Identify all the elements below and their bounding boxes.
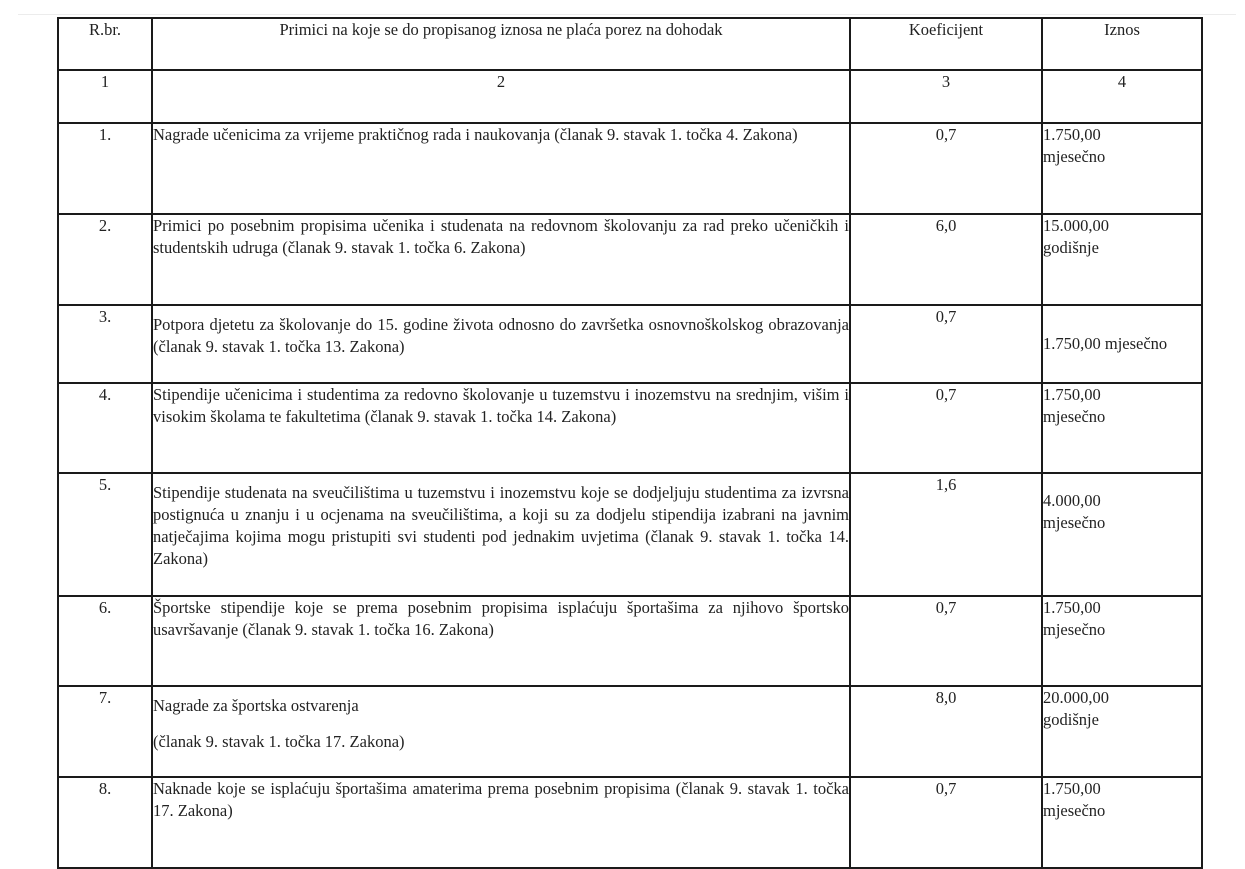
amount-period: mjesečno [1043,801,1106,820]
row-description: Nagrade učenicima za vrijeme praktičnog rada i naukovanja (članak 9. stavak 1. točka 4. Zakona) [152,123,850,214]
table-row [58,383,1202,473]
row-number: 8. [58,777,152,868]
row-coefficient: 8,0 [850,686,1042,777]
tax-exempt-income-table [57,17,1203,869]
table-row [58,596,1202,686]
row-coefficient: 0,7 [850,123,1042,214]
row-coefficient: 0,7 [850,305,1042,383]
row-number: 1. [58,123,152,214]
table-row [58,686,1202,777]
top-divider [18,14,1236,15]
row-coefficient: 0,7 [850,777,1042,868]
table-row [58,777,1202,868]
row-amount [1042,214,1202,305]
amount-value: 1.750,00 [1043,385,1101,404]
table-row [58,305,1202,383]
table-row [58,473,1202,596]
amount-value: 1.750,00 [1043,779,1101,798]
row-description: Primici po posebnim propisima učenika i studenata na redovnom školovanju za rad preko učeničkih i studentskih udruga (članak 9. stavak 1. točka 6. Zakona) [152,214,850,305]
header-coefficient: Koeficijent [850,18,1042,70]
amount-value: 1.750,00 [1043,598,1101,617]
row-number: 5. [58,473,152,596]
description-line-1: Nagrade za športska ostvarenja [153,696,359,715]
column-number-row [58,70,1202,123]
row-coefficient: 1,6 [850,473,1042,596]
column-number: 3 [850,70,1042,123]
row-description: Športske stipendije koje se prema posebnim propisima isplaćuju športašima za njihovo športsko usavršavanje (članak 9. stavak 1. točka 16. Zakona) [152,596,850,686]
row-coefficient: 6,0 [850,214,1042,305]
amount-period: mjesečno [1043,407,1106,426]
column-number: 1 [58,70,152,123]
column-number: 4 [1042,70,1202,123]
row-number: 4. [58,383,152,473]
row-number: 7. [58,686,152,777]
amount-value: 4.000,00 [1043,491,1101,510]
amount-period: mjesečno [1043,620,1106,639]
row-amount [1042,777,1202,868]
row-coefficient: 0,7 [850,383,1042,473]
header-amount: Iznos [1042,18,1202,70]
amount-period: godišnje [1043,710,1099,729]
row-amount [1042,596,1202,686]
amount-period: mjesečno [1043,513,1106,532]
table-row [58,123,1202,214]
amount-period: mjesečno [1043,147,1106,166]
row-amount [1042,473,1202,596]
amount-value: 15.000,00 [1043,216,1109,235]
table-row [58,214,1202,305]
amount-value: 1.750,00 [1043,125,1101,144]
row-amount [1042,123,1202,214]
description-line-2: (članak 9. stavak 1. točka 17. Zakona) [153,732,405,751]
row-description [152,686,850,777]
column-number: 2 [152,70,850,123]
amount-period: godišnje [1043,238,1099,257]
row-description: Potpora djetetu za školovanje do 15. godine života odnosno do završetka osnovnoškolskog obrazovanja (članak 9. stavak 1. točka 13. Zakona) [152,305,850,383]
row-amount [1042,383,1202,473]
header-rbr: R.br. [58,18,152,70]
row-number: 2. [58,214,152,305]
row-description: Stipendije učenicima i studentima za redovno školovanje u tuzemstvu i inozemstvu na srednjim, višim i visokim školama te fakultetima (članak 9. stavak 1. točka 14. Zakona) [152,383,850,473]
header-row [58,18,1202,70]
row-number: 3. [58,305,152,383]
amount-value: 20.000,00 [1043,688,1109,707]
row-description: Stipendije studenata na sveučilištima u tuzemstvu i inozemstvu koje se dodjeljuju studentima za izvrsna postignuća u znanju i u ocjenama na sveučilištima, a koji su za dodjelu stipendija izabrani na javnim natječajima kojima mogu pristupiti svi studenti pod jednakim uvjetima (članak 9. stavak 1. točka 14. Zakona) [152,473,850,596]
row-amount [1042,686,1202,777]
row-number: 6. [58,596,152,686]
row-description: Naknade koje se isplaćuju športašima amaterima prema posebnim propisima (članak 9. stavak 1. točka 17. Zakona) [152,777,850,868]
header-description: Primici na koje se do propisanog iznosa ne plaća porez na dohodak [152,18,850,70]
row-amount: 1.750,00 mjesečno [1042,305,1202,383]
row-coefficient: 0,7 [850,596,1042,686]
